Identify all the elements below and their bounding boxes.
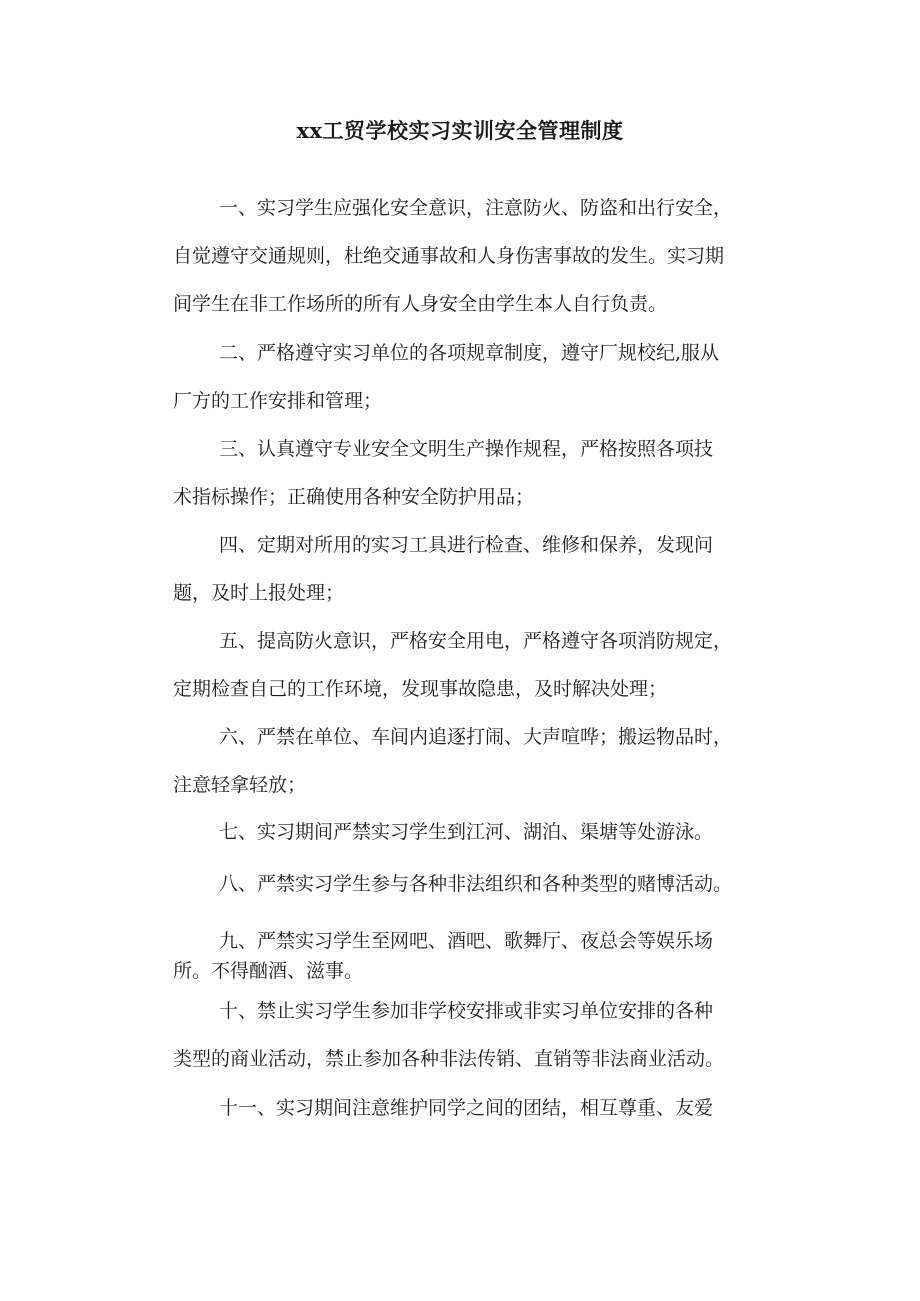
clause-line: 九、严禁实习学生至网吧、酒吧、歌舞厅、夜总会等娱乐场	[219, 930, 714, 952]
clause-5	[173, 626, 763, 704]
clause-2	[173, 338, 763, 416]
clause-8	[173, 869, 763, 899]
clause-line: 四、定期对所用的实习工具进行检查、维修和保养，发现问	[219, 534, 714, 556]
clause-line: 二、严格遵守实习单位的各项规章制度，遵守厂规校纪,服从	[219, 342, 720, 364]
clause-line: 定期检查自己的工作环境，发现事故隐患，及时解决处理；	[173, 678, 668, 700]
clause-3	[173, 434, 763, 512]
clause-line: 三、认真遵守专业安全文明生产操作规程，严格按照各项技	[219, 438, 714, 460]
clause-7	[173, 817, 763, 847]
clause-line: 七、实习期间严禁实习学生到江河、湖泊、渠塘等处游泳。	[219, 821, 714, 843]
clause-line: 注意轻拿轻放；	[173, 774, 307, 796]
clause-11	[173, 1093, 763, 1123]
clause-line: 所。不得酗酒、滋事。	[173, 960, 364, 982]
clause-line: 间学生在非工作场所的所有人身安全由学生本人自行负责。	[173, 293, 668, 315]
clause-9	[173, 926, 763, 986]
clause-line: 十、禁止实习学生参加非学校安排或非实习单位安排的各种	[219, 1000, 714, 1022]
clause-line: 术指标操作；正确使用各种安全防护用品；	[173, 486, 535, 508]
clause-line: 题，及时上报处理；	[173, 582, 345, 604]
clause-line: 厂方的工作安排和管理；	[173, 390, 383, 412]
clause-line: 五、提高防火意识，严格安全用电，严格遵守各项消防规定，	[219, 630, 733, 652]
clause-1	[173, 193, 763, 319]
clause-4	[173, 530, 763, 608]
document-title: xx工贸学校实习实训安全管理制度	[296, 118, 624, 143]
clause-line: 六、严禁在单位、车间内追逐打闹、大声喧哗；搬运物品时，	[219, 726, 733, 748]
clause-10	[173, 996, 763, 1074]
clause-line: 一、实习学生应强化安全意识，注意防火、防盗和出行安全，	[219, 197, 733, 219]
clause-line: 类型的商业活动，禁止参加各种非法传销、直销等非法商业活动。	[173, 1048, 725, 1070]
clause-line: 八、严禁实习学生参与各种非法组织和各种类型的赌博活动。	[219, 873, 733, 895]
clause-6	[173, 722, 763, 800]
clause-line: 十一、实习期间注意维护同学之间的团结，相互尊重、友爱	[219, 1097, 714, 1119]
clause-line: 自觉遵守交通规则，杜绝交通事故和人身伤害事故的发生。实习期	[173, 245, 725, 267]
